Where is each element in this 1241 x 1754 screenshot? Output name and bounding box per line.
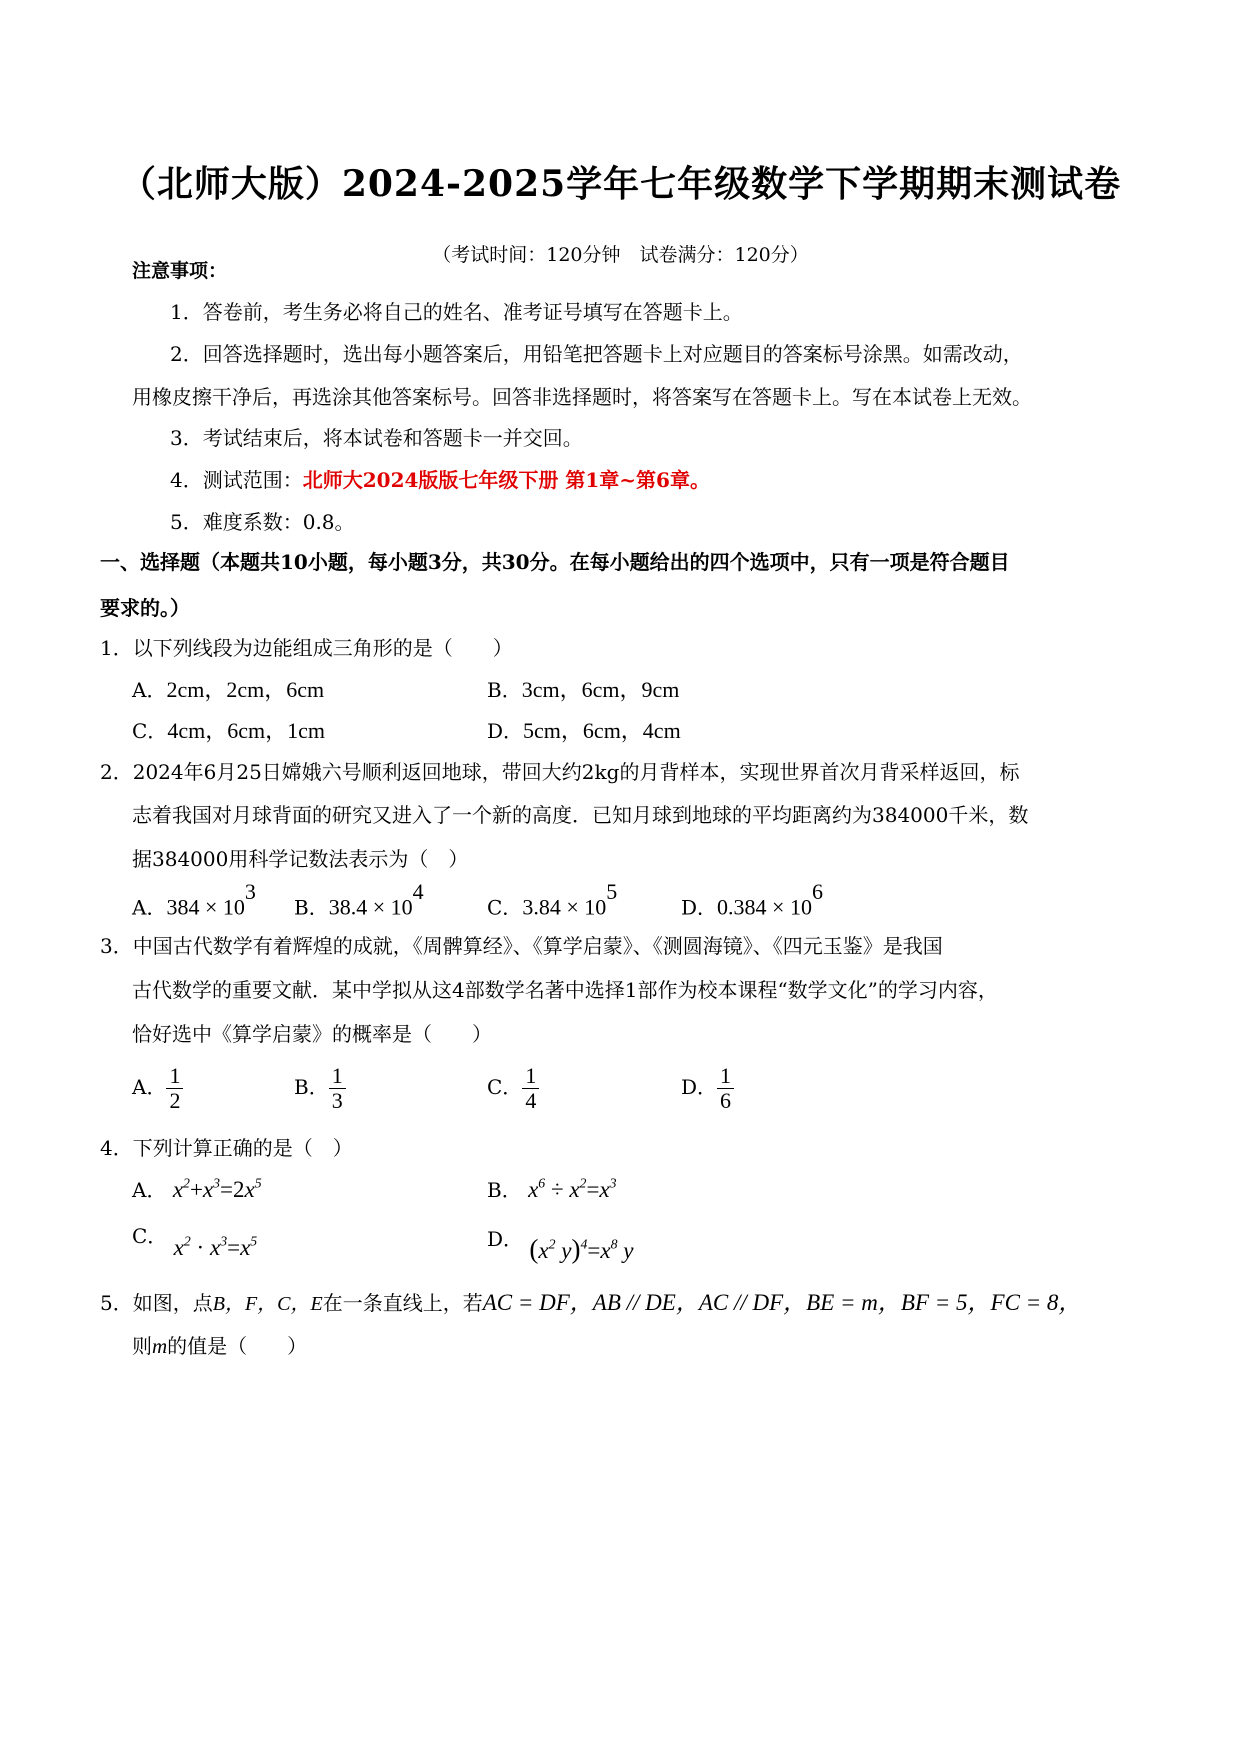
q4-c-expression (174, 1235, 258, 1260)
q3-option-c (487, 1064, 539, 1113)
q1-option-c (132, 720, 325, 742)
q4-c-x: x (173, 1235, 184, 1260)
q4-d-x: x (538, 1238, 549, 1263)
q4-d-equals: = (587, 1238, 601, 1263)
q4-b-divide: ÷ (545, 1177, 570, 1202)
q4-option-b (487, 1175, 617, 1202)
q3-d-fraction (717, 1064, 734, 1113)
note-5: 5．难度系数：0.8。 (170, 510, 355, 534)
q3-a-fraction (166, 1064, 183, 1113)
q2-option-a (132, 879, 256, 920)
q4-a-x2: x (202, 1177, 214, 1202)
q3-a-label: A． (132, 1075, 167, 1100)
q4-option-a (132, 1175, 262, 1202)
q1-c-label: C． (132, 719, 168, 743)
q3-b-denominator: 3 (331, 1088, 343, 1114)
q4-d-label: D． (487, 1227, 524, 1251)
q3-c-numerator: 1 (522, 1064, 539, 1089)
q3-d-numerator: 1 (717, 1064, 734, 1089)
q3-option-d (681, 1064, 734, 1113)
q4-c-exp3: 5 (250, 1233, 258, 1249)
q4-stem: 4．下列计算正确的是（ ） (100, 1136, 353, 1160)
section-heading-line1: 一、选择题（本题共10小题，每小题3分，共30分。在每小题给出的四个选项中，只有一项是符合题目 (100, 550, 1010, 574)
q1-d-label: D． (487, 719, 524, 743)
q4-a-expression (173, 1177, 262, 1202)
q2-a-label: A． (132, 895, 167, 920)
q1-b-text: 3cm，6cm，9cm (521, 677, 680, 702)
q4-d-exp1: 2 (548, 1236, 556, 1252)
note-4 (170, 470, 710, 490)
q5-prefix: 5．如图，点 (100, 1291, 213, 1315)
q3-c-fraction (522, 1064, 539, 1113)
q3-line2: 古代数学的重要文献．某中学拟从这4部数学名著中选择1部作为校本课程“数学文化”的学习内容， (132, 978, 998, 1002)
q4-b-exp1: 6 (538, 1175, 546, 1191)
q2-option-d (681, 879, 823, 920)
note-2-line2: 用橡皮擦干净后，再选涂其他答案标号。回答非选择题时，将答案写在答题卡上。写在本试卷上无效。 (132, 385, 1032, 409)
q4-c-x3: x (240, 1235, 251, 1260)
q2-c-label: C． (487, 895, 523, 920)
q4-d-y2: y (617, 1238, 634, 1263)
q2-option-c (487, 879, 618, 920)
q5-conditions: AC = DF，AB // DE，AC // DF，BE = m，BF = 5，FC = 8， (482, 1290, 1082, 1315)
q4-d-y: y (555, 1238, 572, 1263)
q4-a-plus: + (189, 1177, 203, 1202)
q4-b-equals: = (586, 1177, 600, 1202)
q3-b-numerator: 1 (329, 1064, 346, 1089)
q4-c-equals: = (227, 1235, 241, 1260)
q2-d-exp: 6 (811, 879, 823, 904)
q2-c-base: 3.84 × 10 (522, 894, 607, 920)
q2-c-exp: 5 (606, 879, 618, 904)
q2-a-exp: 3 (244, 879, 256, 904)
note-2-line1: 2．回答选择题时，选出每小题答案后，用铅笔把答题卡上对应题目的答案标号涂黑。如需改动， (170, 342, 1023, 366)
q4-d-exp2: 4 (580, 1236, 588, 1252)
q2-d-base: 0.384 × 10 (717, 894, 812, 920)
q1-a-label: A． (132, 678, 167, 702)
q3-c-label: C． (487, 1075, 523, 1100)
q1-c-text: 4cm，6cm，1cm (167, 718, 325, 743)
q4-b-x2: x (569, 1177, 580, 1202)
q4-d-exp3: 8 (610, 1236, 618, 1252)
q5-line2 (132, 1336, 307, 1357)
note-3: 3．考试结束后，将本试卷和答题卡一并交回。 (170, 426, 583, 450)
q4-d-rparen: ) (571, 1234, 581, 1264)
q4-d-expression (529, 1234, 634, 1264)
q2-option-b (294, 879, 424, 920)
q1-a-text: 2cm，2cm，6cm (166, 677, 325, 702)
q4-d-lparen: ( (529, 1234, 539, 1264)
q4-b-expression (528, 1177, 616, 1202)
q5-mid: 在一条直线上，若 (322, 1291, 483, 1315)
q3-option-b (294, 1064, 346, 1113)
q3-b-fraction (329, 1064, 346, 1113)
q1-b-label: B． (487, 678, 522, 702)
notes-heading: 注意事项： (132, 260, 228, 282)
q1-option-d (487, 720, 681, 742)
q2-line3: 据384000用科学记数法表示为（ ） (132, 847, 469, 871)
q4-a-label: A． (132, 1178, 167, 1202)
q4-b-x: x (528, 1177, 539, 1202)
q4-a-exp3: 5 (254, 1175, 262, 1191)
q4-d-x2: x (600, 1238, 611, 1263)
q3-a-numerator: 1 (166, 1064, 183, 1089)
exam-info: （考试时间：120分钟 试卷满分：120分） (432, 244, 809, 266)
q4-option-c (132, 1224, 258, 1260)
q4-a-x3: x (244, 1177, 255, 1202)
q4-b-x3: x (599, 1177, 610, 1202)
q1-d-text: 5cm，6cm，4cm (523, 718, 681, 743)
q1-stem: 1．以下列线段为边能组成三角形的是（ ） (100, 636, 513, 660)
q4-c-label: C． (132, 1224, 168, 1248)
q5-points: B，F，C，E (212, 1293, 323, 1315)
test-range: 北师大2024版版七年级下册 第1章~第6章。 (302, 468, 710, 492)
q4-c-dot: · (190, 1235, 210, 1260)
q3-line3: 恰好选中《算学启蒙》的概率是（ ） (132, 1022, 492, 1046)
q3-b-label: B． (294, 1075, 329, 1100)
note-4-label: 4．测试范围： (170, 468, 303, 492)
q4-option-d (487, 1224, 634, 1264)
q4-a-exp1: 2 (183, 1175, 190, 1191)
q5-line1 (100, 1291, 1081, 1314)
q3-option-a (132, 1064, 183, 1113)
q3-d-denominator: 6 (720, 1088, 732, 1114)
q2-d-label: D． (681, 895, 718, 920)
q1-option-b (487, 679, 679, 701)
q3-a-denominator: 2 (169, 1088, 181, 1114)
q4-a-equals: =2 (220, 1177, 245, 1202)
page-title: （北师大版）2024-2025学年七年级数学下学期期末测试卷 (119, 163, 1122, 205)
q3-c-denominator: 4 (525, 1088, 537, 1114)
q1-option-a (132, 679, 324, 701)
q5-line2-suffix: 的值是（ ） (167, 1334, 308, 1358)
q3-line1: 3．中国古代数学有着辉煌的成就，《周髀算经》、《算学启蒙》、《测圆海镜》、《四元玉鉴》是我国 (100, 934, 943, 958)
q4-a-x: x (172, 1177, 184, 1202)
q5-variable-m: m (152, 1334, 168, 1358)
note-1: 1．答卷前，考生务必将自己的姓名、准考证号填写在答题卡上。 (170, 300, 743, 324)
q4-b-label: B． (487, 1178, 522, 1202)
q2-b-label: B． (294, 895, 329, 920)
q4-b-exp3: 3 (609, 1175, 617, 1191)
q4-b-exp2: 2 (579, 1175, 587, 1191)
q4-c-exp1: 2 (183, 1233, 191, 1249)
q5-line2-prefix: 则 (132, 1334, 152, 1358)
q4-c-exp2: 3 (220, 1233, 228, 1249)
q2-line2: 志着我国对月球背面的研究又进入了一个新的高度．已知月球到地球的平均距离约为384000千米，数 (132, 803, 1029, 827)
q2-b-exp: 4 (412, 879, 424, 904)
q3-d-label: D． (681, 1075, 718, 1100)
q2-line1: 2．2024年6月25日嫦娥六号顺利返回地球，带回大约2kg的月背样本，实现世界首次月背采样返回，标 (100, 760, 1020, 784)
q2-a-base: 384 × 10 (166, 894, 245, 920)
section-heading-line2: 要求的。） (100, 596, 190, 620)
q4-a-exp2: 3 (213, 1175, 221, 1191)
q2-b-base: 38.4 × 10 (328, 894, 413, 920)
q4-c-x2: x (209, 1235, 221, 1260)
